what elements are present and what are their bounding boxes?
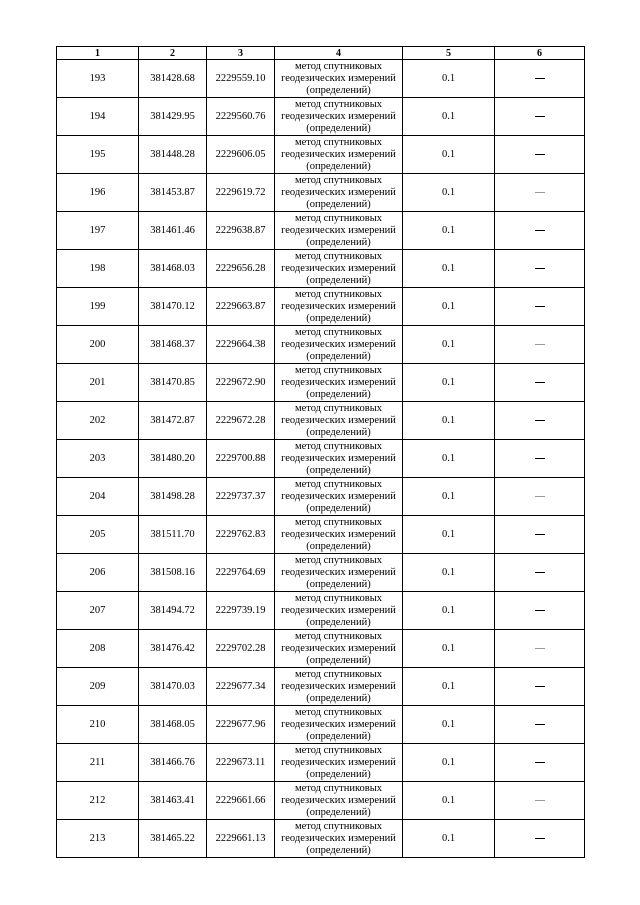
point-number-cell: 206 [57, 554, 139, 592]
table-row [57, 706, 585, 744]
precision-cell: 0.1 [403, 288, 495, 326]
y-coordinate-cell: 2229672.90 [207, 364, 275, 402]
method-line: метод спутниковых [294, 782, 383, 794]
point-number-cell: 196 [57, 174, 139, 212]
y-coordinate-cell: 2229560.76 [207, 98, 275, 136]
x-coordinate-cell: 381468.05 [139, 706, 207, 744]
precision-cell: 0.1 [403, 136, 495, 174]
y-coordinate-cell: 2229661.66 [207, 782, 275, 820]
table-body [57, 60, 585, 858]
method-line: метод спутниковых [294, 668, 383, 680]
precision-cell: 0.1 [403, 554, 495, 592]
precision-cell: 0.1 [403, 440, 495, 478]
table-row [57, 212, 585, 250]
method-line: геодезических измерений [281, 414, 396, 426]
dash-mark [535, 496, 545, 497]
method-cell [275, 60, 403, 98]
header-row [57, 47, 585, 60]
y-coordinate-cell: 2229700.88 [207, 440, 275, 478]
y-coordinate-cell: 2229764.69 [207, 554, 275, 592]
method-line: (определений) [306, 198, 371, 210]
point-number-cell: 207 [57, 592, 139, 630]
method-line: (определений) [306, 350, 371, 362]
precision-cell: 0.1 [403, 668, 495, 706]
method-line: (определений) [306, 274, 371, 286]
method-line: геодезических измерений [281, 832, 396, 844]
description-cell [495, 516, 585, 554]
x-coordinate-cell: 381498.28 [139, 478, 207, 516]
method-line: (определений) [306, 616, 371, 628]
precision-cell: 0.1 [403, 592, 495, 630]
description-cell [495, 668, 585, 706]
y-coordinate-cell: 2229762.83 [207, 516, 275, 554]
x-coordinate-cell: 381453.87 [139, 174, 207, 212]
method-line: геодезических измерений [281, 680, 396, 692]
method-line: (определений) [306, 654, 371, 666]
table-row [57, 782, 585, 820]
description-cell [495, 364, 585, 402]
method-line: (определений) [306, 578, 371, 590]
method-line: (определений) [306, 768, 371, 780]
dash-mark [535, 230, 545, 231]
point-number-cell: 202 [57, 402, 139, 440]
method-line: (определений) [306, 426, 371, 438]
description-cell [495, 592, 585, 630]
precision-cell: 0.1 [403, 402, 495, 440]
point-number-cell: 213 [57, 820, 139, 858]
method-line: метод спутниковых [294, 364, 383, 376]
method-line: геодезических измерений [281, 110, 396, 122]
method-line: (определений) [306, 806, 371, 818]
precision-cell: 0.1 [403, 744, 495, 782]
dash-mark [535, 800, 545, 801]
dash-mark [535, 78, 545, 79]
y-coordinate-cell: 2229559.10 [207, 60, 275, 98]
method-line: (определений) [306, 122, 371, 134]
method-line: метод спутниковых [294, 250, 383, 262]
point-number-cell: 199 [57, 288, 139, 326]
precision-cell: 0.1 [403, 516, 495, 554]
y-coordinate-cell: 2229677.96 [207, 706, 275, 744]
dash-mark [535, 192, 545, 193]
header-col-1: 1 [57, 47, 139, 60]
method-cell [275, 706, 403, 744]
dash-mark [535, 648, 545, 649]
method-cell [275, 782, 403, 820]
dash-mark [535, 534, 545, 535]
x-coordinate-cell: 381463.41 [139, 782, 207, 820]
method-line: метод спутниковых [294, 136, 383, 148]
precision-cell: 0.1 [403, 782, 495, 820]
table-row [57, 554, 585, 592]
method-line: (определений) [306, 844, 371, 856]
dash-mark [535, 762, 545, 763]
description-cell [495, 136, 585, 174]
method-cell [275, 820, 403, 858]
precision-cell: 0.1 [403, 60, 495, 98]
method-line: метод спутниковых [294, 706, 383, 718]
method-line: геодезических измерений [281, 224, 396, 236]
table-row [57, 744, 585, 782]
description-cell [495, 250, 585, 288]
description-cell [495, 288, 585, 326]
dash-mark [535, 154, 545, 155]
coordinates-table [56, 46, 585, 858]
point-number-cell: 198 [57, 250, 139, 288]
description-cell [495, 326, 585, 364]
method-line: метод спутниковых [294, 592, 383, 604]
description-cell [495, 212, 585, 250]
table-row [57, 630, 585, 668]
precision-cell: 0.1 [403, 478, 495, 516]
method-line: геодезических измерений [281, 718, 396, 730]
y-coordinate-cell: 2229663.87 [207, 288, 275, 326]
method-line: (определений) [306, 84, 371, 96]
dash-mark [535, 458, 545, 459]
method-cell [275, 288, 403, 326]
description-cell [495, 554, 585, 592]
point-number-cell: 197 [57, 212, 139, 250]
precision-cell: 0.1 [403, 364, 495, 402]
y-coordinate-cell: 2229656.28 [207, 250, 275, 288]
table-row [57, 288, 585, 326]
description-cell [495, 782, 585, 820]
method-line: геодезических измерений [281, 642, 396, 654]
method-cell [275, 174, 403, 212]
method-line: (определений) [306, 388, 371, 400]
precision-cell: 0.1 [403, 98, 495, 136]
y-coordinate-cell: 2229664.38 [207, 326, 275, 364]
table-row [57, 516, 585, 554]
dash-mark [535, 306, 545, 307]
method-line: геодезических измерений [281, 262, 396, 274]
point-number-cell: 193 [57, 60, 139, 98]
y-coordinate-cell: 2229673.11 [207, 744, 275, 782]
method-line: (определений) [306, 540, 371, 552]
header-col-4: 4 [275, 47, 403, 60]
x-coordinate-cell: 381448.28 [139, 136, 207, 174]
method-cell [275, 136, 403, 174]
table-row [57, 592, 585, 630]
x-coordinate-cell: 381468.37 [139, 326, 207, 364]
method-line: геодезических измерений [281, 604, 396, 616]
method-cell [275, 744, 403, 782]
method-cell [275, 478, 403, 516]
method-line: (определений) [306, 730, 371, 742]
point-number-cell: 200 [57, 326, 139, 364]
precision-cell: 0.1 [403, 630, 495, 668]
method-line: (определений) [306, 236, 371, 248]
method-line: геодезических измерений [281, 376, 396, 388]
precision-cell: 0.1 [403, 326, 495, 364]
table-row [57, 136, 585, 174]
y-coordinate-cell: 2229737.37 [207, 478, 275, 516]
header-col-3: 3 [207, 47, 275, 60]
description-cell [495, 98, 585, 136]
method-line: геодезических измерений [281, 300, 396, 312]
precision-cell: 0.1 [403, 212, 495, 250]
precision-cell: 0.1 [403, 174, 495, 212]
x-coordinate-cell: 381470.12 [139, 288, 207, 326]
method-cell [275, 516, 403, 554]
point-number-cell: 195 [57, 136, 139, 174]
x-coordinate-cell: 381470.03 [139, 668, 207, 706]
dash-mark [535, 116, 545, 117]
method-line: метод спутниковых [294, 478, 383, 490]
method-line: метод спутниковых [294, 440, 383, 452]
x-coordinate-cell: 381480.20 [139, 440, 207, 478]
header-col-2: 2 [139, 47, 207, 60]
method-cell [275, 98, 403, 136]
method-line: геодезических измерений [281, 452, 396, 464]
description-cell [495, 402, 585, 440]
x-coordinate-cell: 381429.95 [139, 98, 207, 136]
x-coordinate-cell: 381466.76 [139, 744, 207, 782]
header-col-6: 6 [495, 47, 585, 60]
method-line: геодезических измерений [281, 338, 396, 350]
method-line: метод спутниковых [294, 744, 383, 756]
y-coordinate-cell: 2229702.28 [207, 630, 275, 668]
table-row [57, 60, 585, 98]
x-coordinate-cell: 381472.87 [139, 402, 207, 440]
x-coordinate-cell: 381470.85 [139, 364, 207, 402]
method-line: геодезических измерений [281, 528, 396, 540]
description-cell [495, 478, 585, 516]
table-row [57, 364, 585, 402]
point-number-cell: 204 [57, 478, 139, 516]
method-line: (определений) [306, 502, 371, 514]
method-line: геодезических измерений [281, 72, 396, 84]
method-cell [275, 364, 403, 402]
description-cell [495, 440, 585, 478]
precision-cell: 0.1 [403, 820, 495, 858]
y-coordinate-cell: 2229672.28 [207, 402, 275, 440]
y-coordinate-cell: 2229661.13 [207, 820, 275, 858]
description-cell [495, 174, 585, 212]
method-line: геодезических измерений [281, 148, 396, 160]
method-cell [275, 212, 403, 250]
table-row [57, 250, 585, 288]
method-cell [275, 592, 403, 630]
point-number-cell: 208 [57, 630, 139, 668]
precision-cell: 0.1 [403, 250, 495, 288]
x-coordinate-cell: 381468.03 [139, 250, 207, 288]
dash-mark [535, 268, 545, 269]
table-row [57, 98, 585, 136]
dash-mark [535, 724, 545, 725]
x-coordinate-cell: 381476.42 [139, 630, 207, 668]
y-coordinate-cell: 2229606.05 [207, 136, 275, 174]
method-line: геодезических измерений [281, 566, 396, 578]
point-number-cell: 205 [57, 516, 139, 554]
point-number-cell: 203 [57, 440, 139, 478]
method-line: метод спутниковых [294, 402, 383, 414]
x-coordinate-cell: 381428.68 [139, 60, 207, 98]
method-line: (определений) [306, 464, 371, 476]
table-row [57, 820, 585, 858]
x-coordinate-cell: 381511.70 [139, 516, 207, 554]
description-cell [495, 744, 585, 782]
method-line: геодезических измерений [281, 794, 396, 806]
method-line: метод спутниковых [294, 516, 383, 528]
point-number-cell: 201 [57, 364, 139, 402]
dash-mark [535, 382, 545, 383]
method-line: метод спутниковых [294, 820, 383, 832]
table-row [57, 402, 585, 440]
method-cell [275, 326, 403, 364]
x-coordinate-cell: 381494.72 [139, 592, 207, 630]
method-line: метод спутниковых [294, 212, 383, 224]
point-number-cell: 210 [57, 706, 139, 744]
method-line: метод спутниковых [294, 288, 383, 300]
dash-mark [535, 610, 545, 611]
table-row [57, 174, 585, 212]
point-number-cell: 211 [57, 744, 139, 782]
point-number-cell: 194 [57, 98, 139, 136]
table-row [57, 668, 585, 706]
method-line: геодезических измерений [281, 490, 396, 502]
dash-mark [535, 838, 545, 839]
method-cell [275, 630, 403, 668]
x-coordinate-cell: 381461.46 [139, 212, 207, 250]
header-col-5: 5 [403, 47, 495, 60]
table-row [57, 478, 585, 516]
method-line: метод спутниковых [294, 326, 383, 338]
method-cell [275, 250, 403, 288]
method-line: метод спутниковых [294, 174, 383, 186]
description-cell [495, 60, 585, 98]
method-line: (определений) [306, 312, 371, 324]
y-coordinate-cell: 2229739.19 [207, 592, 275, 630]
dash-mark [535, 344, 545, 345]
description-cell [495, 630, 585, 668]
dash-mark [535, 686, 545, 687]
y-coordinate-cell: 2229677.34 [207, 668, 275, 706]
point-number-cell: 209 [57, 668, 139, 706]
method-line: геодезических измерений [281, 186, 396, 198]
dash-mark [535, 572, 545, 573]
method-line: метод спутниковых [294, 630, 383, 642]
method-line: геодезических измерений [281, 756, 396, 768]
method-cell [275, 440, 403, 478]
y-coordinate-cell: 2229638.87 [207, 212, 275, 250]
point-number-cell: 212 [57, 782, 139, 820]
method-line: (определений) [306, 692, 371, 704]
method-line: метод спутниковых [294, 98, 383, 110]
dash-mark [535, 420, 545, 421]
precision-cell: 0.1 [403, 706, 495, 744]
x-coordinate-cell: 381465.22 [139, 820, 207, 858]
x-coordinate-cell: 381508.16 [139, 554, 207, 592]
method-cell [275, 402, 403, 440]
method-line: метод спутниковых [294, 60, 383, 72]
table-row [57, 440, 585, 478]
y-coordinate-cell: 2229619.72 [207, 174, 275, 212]
description-cell [495, 820, 585, 858]
method-cell [275, 668, 403, 706]
method-line: метод спутниковых [294, 554, 383, 566]
method-cell [275, 554, 403, 592]
description-cell [495, 706, 585, 744]
method-line: (определений) [306, 160, 371, 172]
table-row [57, 326, 585, 364]
